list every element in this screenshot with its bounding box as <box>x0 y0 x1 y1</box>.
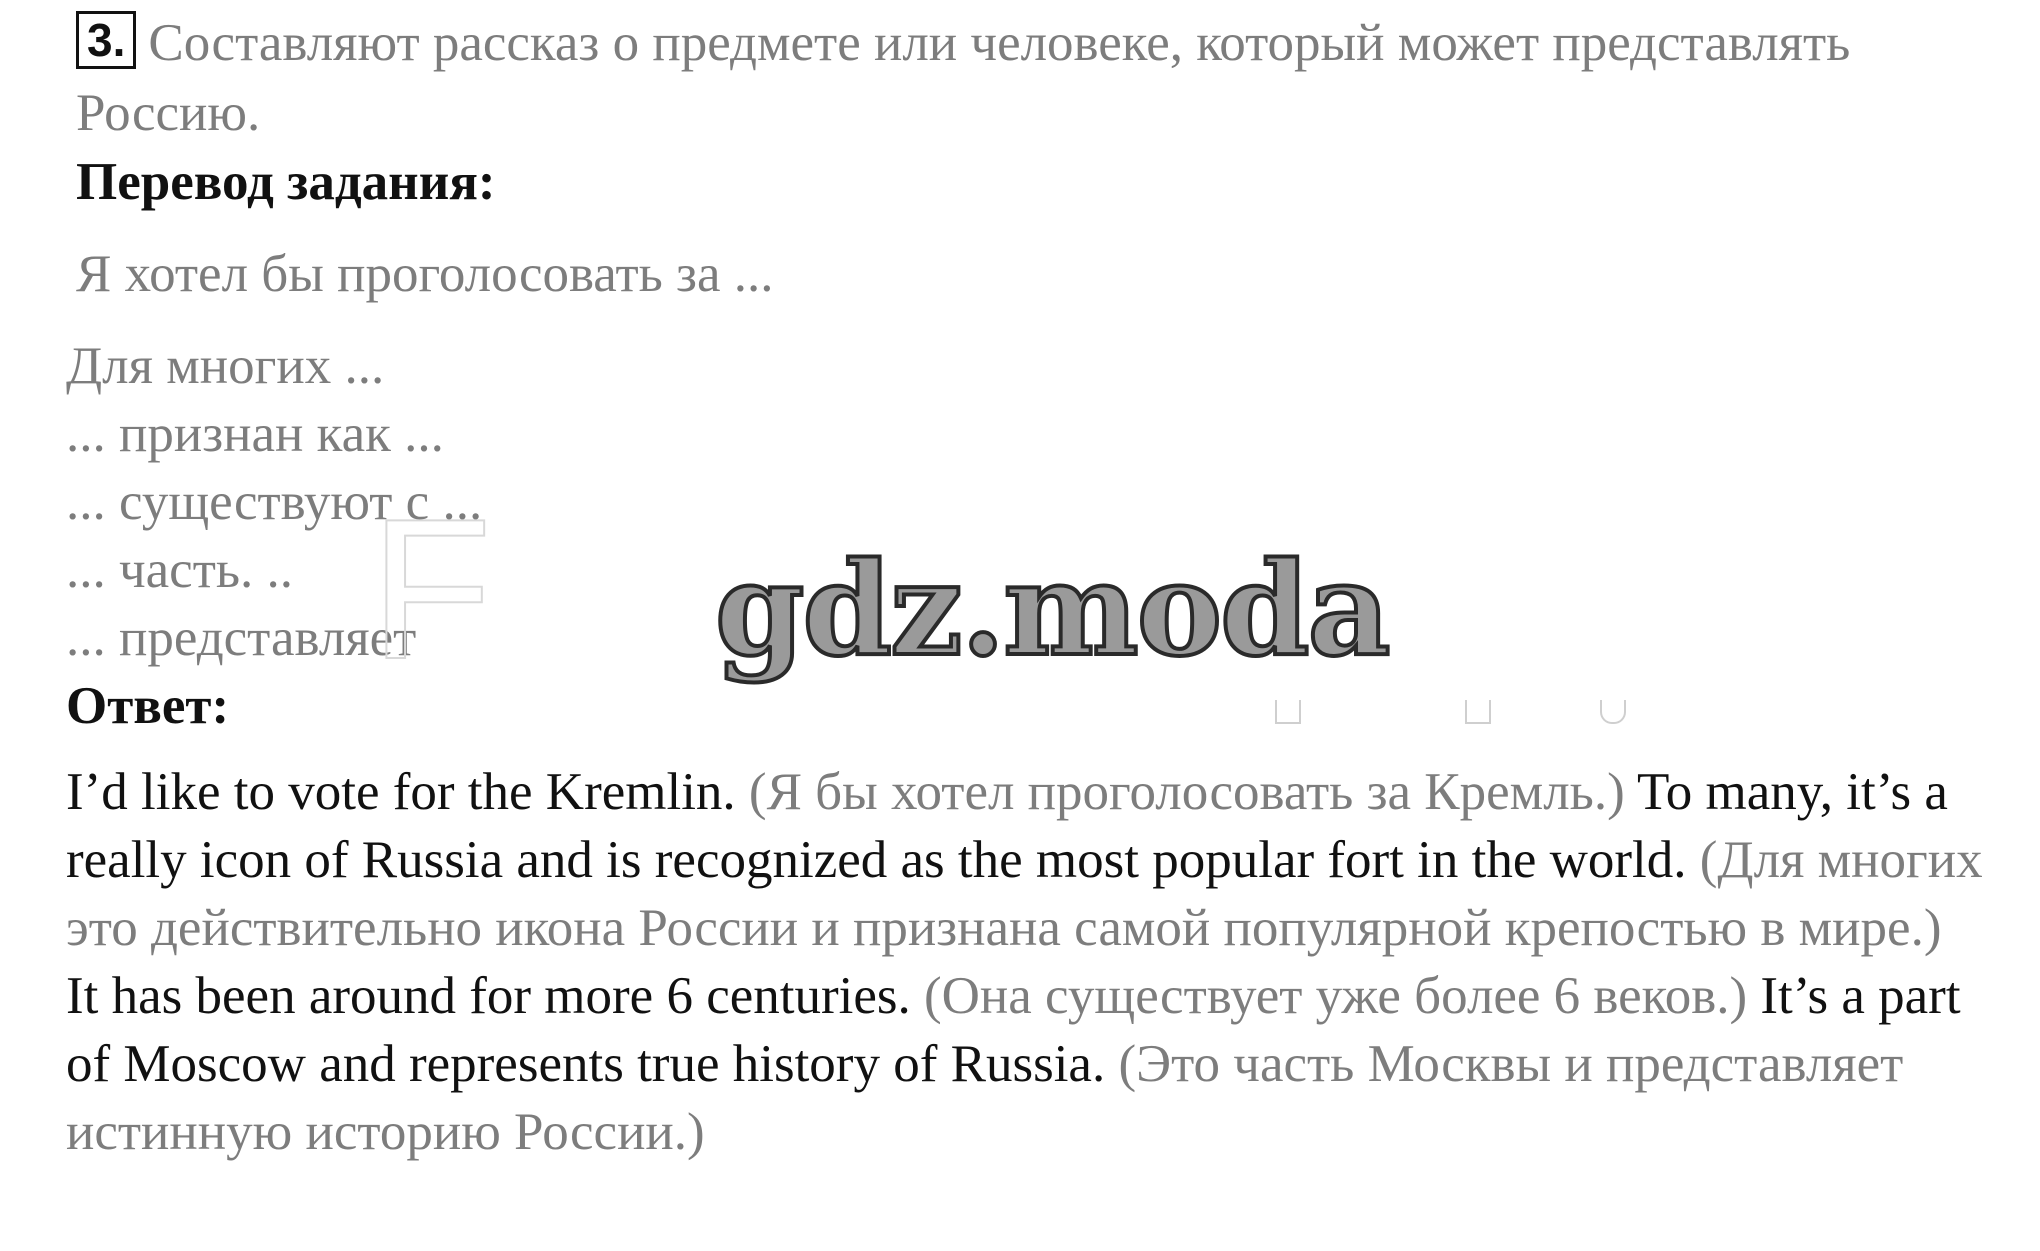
answer-paragraph <box>66 758 1986 1166</box>
answer-translation: (Я бы хотел проголосовать за Кремль.) <box>748 763 1638 821</box>
ghost-mark <box>1275 700 1301 724</box>
ghost-mark <box>1600 700 1626 724</box>
hint-line: Я хотел бы проголосовать за ... <box>76 245 774 303</box>
hint-line: Для многих ... <box>66 337 385 395</box>
answer-sentence: To many, it’s a really icon of Russia and is recognized as the most popular fort in the world. <box>66 763 1948 889</box>
ghost-watermark-letter: F <box>370 478 493 701</box>
task-text: Составляют рассказ о предмете или человеке, который может представлять Россию. <box>76 14 1851 142</box>
hint-line: ... существуют с ... <box>66 473 483 531</box>
answer-title: Ответ: <box>66 677 230 735</box>
hint-line: ... представляет <box>66 609 417 667</box>
answer-translation: (Это часть Москвы и представляет истинную историю России.) <box>66 1035 1904 1161</box>
translation-title: Перевод задания: <box>76 153 496 211</box>
answer-translation: (Она существует уже более 6 веков.) <box>924 967 1761 1025</box>
watermark-logo: gdz.moda <box>715 535 1389 685</box>
answer-sentence: It’s a part of Moscow and represents true history of Russia. <box>66 967 1961 1093</box>
task-heading <box>76 8 1956 148</box>
ghost-mark <box>1465 700 1491 724</box>
answer-sentence: I’d like to vote for the Kremlin. <box>66 763 749 821</box>
hint-line: ... признан как ... <box>66 405 444 463</box>
hint-line: ... часть. .. <box>66 541 294 599</box>
answer-sentence: It has been around for more 6 centuries. <box>66 967 924 1025</box>
answer-translation: (Для многих это действительно икона России и признана самой популярной крепостью в мире.) <box>66 831 1983 957</box>
task-number: 3. <box>76 11 136 69</box>
